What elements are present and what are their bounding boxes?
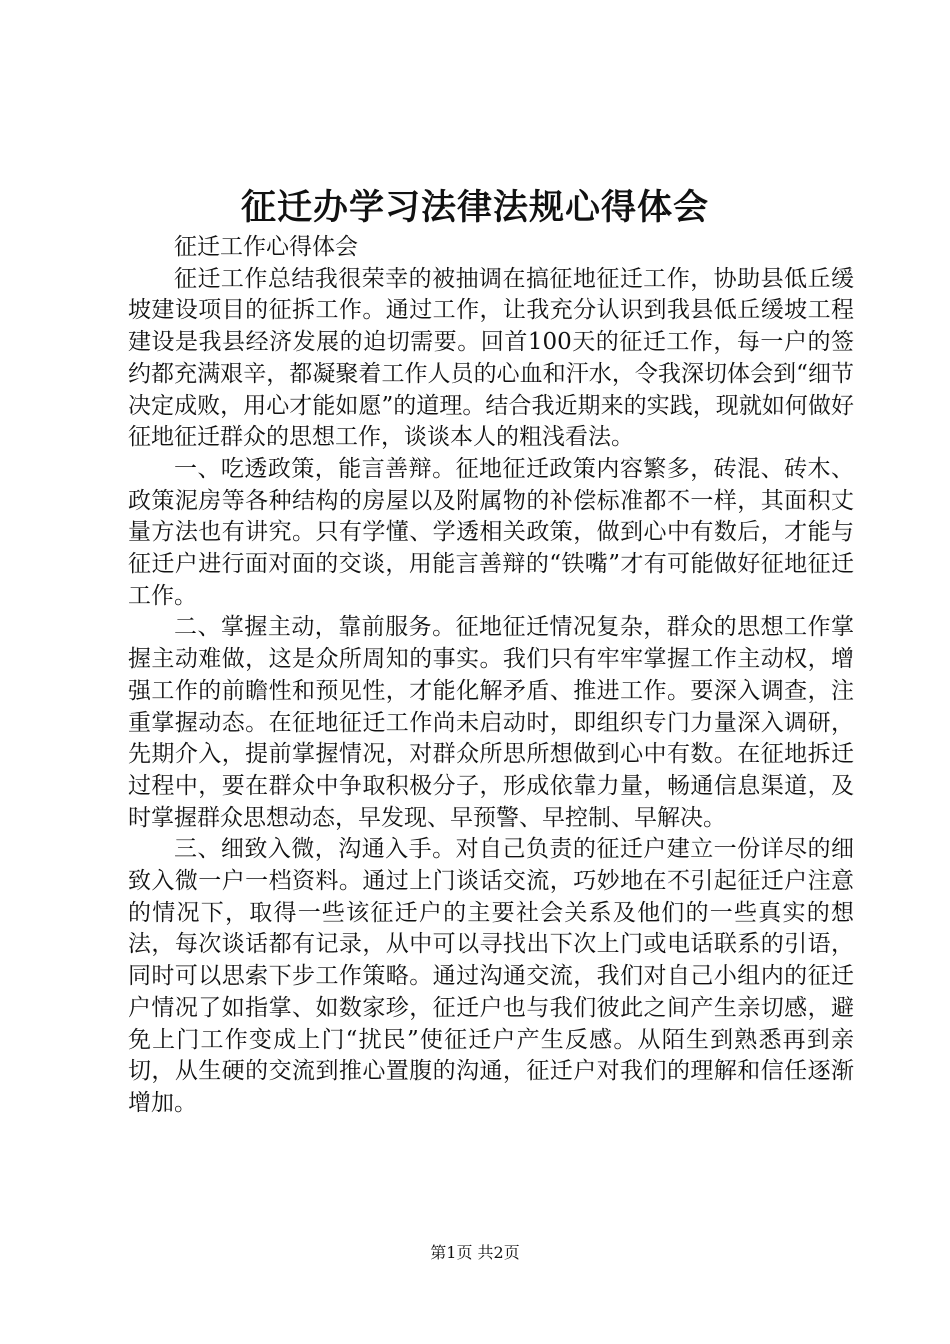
document-body	[128, 232, 854, 1120]
paragraph-intro: 征迁工作总结我很荣幸的被抽调在搞征地征迁工作，协助县低丘缓坡建设项目的征拆工作。通过工作，让我充分认识到我县低丘缓坡工程建设是我县经济发展的迫切需要。回首100天的征迁工作，每一户的签约都充满艰辛，都凝聚着工作人员的心血和汗水，令我深切体会到“细节决定成败，用心才能如愿”的道理。结合我近期来的实践，现就如何做好征地征迁群众的思想工作，谈谈本人的粗浅看法。	[128, 265, 854, 451]
paragraph-subtitle: 征迁工作心得体会	[174, 234, 358, 260]
paragraph-section-2: 二、掌握主动，靠前服务。征地征迁情况复杂，群众的思想工作掌握主动难做，这是众所周知的事实。我们只有牢牢掌握工作主动权，增强工作的前瞻性和预见性，才能化解矛盾、推进工作。要深入调查，注重掌握动态。在征地征迁工作尚未启动时，即组织专门力量深入调研，先期介入，提前掌握情况，对群众所思所想做到心中有数。在征地拆迁过程中，要在群众中争取积极分子，形成依靠力量，畅通信息渠道，及时掌握群众思想动态，早发现、早预警、早控制、早解决。	[128, 614, 854, 831]
paragraph-section-1: 一、吃透政策，能言善辩。征地征迁政策内容繁多，砖混、砖木、政策泥房等各种结构的房屋以及附属物的补偿标准都不一样，其面积丈量方法也有讲究。只有学懂、学透相关政策，做到心中有数后，才能与征迁户进行面对面的交谈，用能言善辩的“铁嘴”才有可能做好征地征迁工作。	[128, 455, 854, 609]
page-number-footer: 第1页 共2页	[430, 1243, 520, 1262]
document-title: 征迁办学习法律法规心得体会	[240, 187, 709, 228]
paragraph-section-3: 三、细致入微，沟通入手。对自己负责的征迁户建立一份详尽的细致入微一户一档资料。通过上门谈话交流，巧妙地在不引起征迁户注意的情况下，取得一些该征迁户的主要社会关系及他们的一些真实的想法，每次谈话都有记录，从中可以寻找出下次上门或电话联系的引语，同时可以思索下步工作策略。通过沟通交流，我们对自己小组内的征迁户情况了如指掌、如数家珍，征迁户也与我们彼此之间产生亲切感，避免上门工作变成上门“扰民”使征迁户产生反感。从陌生到熟悉再到亲切，从生硬的交流到推心置腹的沟通，征迁户对我们的理解和信任逐渐增加。	[128, 836, 854, 1116]
